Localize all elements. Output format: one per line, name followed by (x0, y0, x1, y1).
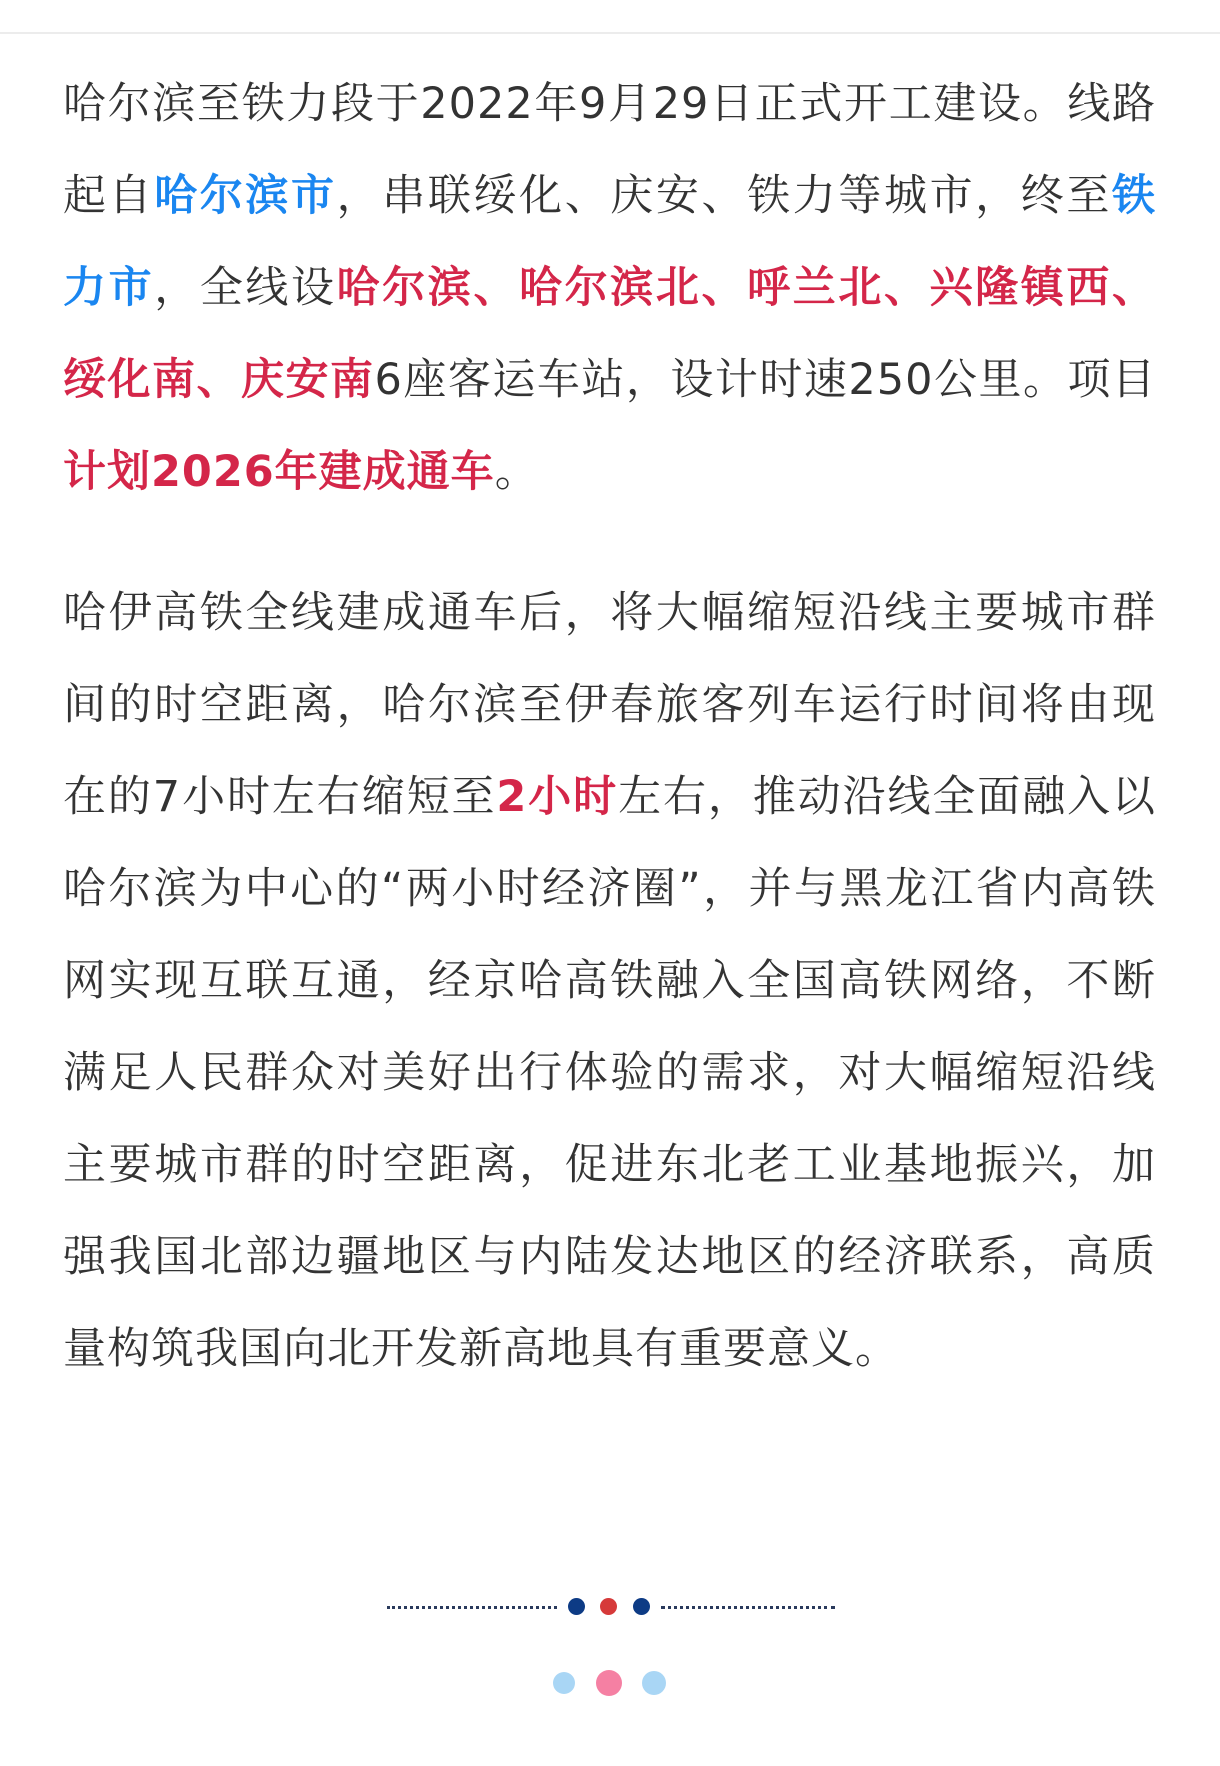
paragraph-2 (63, 567, 1156, 1395)
paragraph-1 (63, 58, 1156, 518)
pink-dot (596, 1670, 622, 1696)
dark-blue-dot (633, 1598, 650, 1615)
article-body (63, 58, 1156, 1444)
top-divider (0, 32, 1220, 34)
decorative-dotted-divider (387, 1597, 837, 1617)
highlight-city-tieli: 铁力市 (63, 171, 1157, 313)
text-segment: 哈伊高铁全线建成通车后，将大幅缩短沿线主要城市群间的时空距离，哈尔滨至伊春旅客列车运行时间将由现在的7小时左右缩短至 (63, 588, 1156, 822)
red-dot (600, 1598, 617, 1615)
highlight-completion-plan: 计划2026年建成通车 (63, 447, 495, 497)
highlight-city-harbin: 哈尔滨市 (154, 171, 337, 221)
text-segment: ，串联绥化、庆安、铁力等城市，终至 (336, 171, 1113, 221)
dark-blue-dot (568, 1598, 585, 1615)
light-blue-dot (553, 1672, 575, 1694)
highlight-stations: 哈尔滨、哈尔滨北、呼兰北、兴隆镇西、绥化南、庆安南 (63, 263, 1157, 405)
dotted-line-left (387, 1606, 557, 1609)
text-segment: 哈尔滨至铁力段于2022年9月29日正式开工建设。线路起自 (63, 79, 1156, 221)
text-segment: ，全线设 (154, 263, 337, 313)
text-segment: 。 (494, 447, 539, 497)
highlight-travel-time: 2小时 (496, 772, 619, 822)
text-segment: 左右，推动沿线全面融入以哈尔滨为中心的“两小时经济圈”，并与黑龙江省内高铁网实现互联互通，经京哈高铁融入全国高铁网络，不断满足人民群众对美好出行体验的需求，对大幅缩短沿线主要城市群的时空距离，促进东北老工业基地振兴，加强我国北部边疆地区与内陆发达地区的经济联系，高质量构筑我国向北开发新高地具有重要意义。 (63, 772, 1157, 1374)
text-segment: 6座客运车站，设计时速250公里。项目 (374, 355, 1157, 405)
dotted-line-right (661, 1606, 835, 1609)
light-blue-dot (642, 1671, 666, 1695)
